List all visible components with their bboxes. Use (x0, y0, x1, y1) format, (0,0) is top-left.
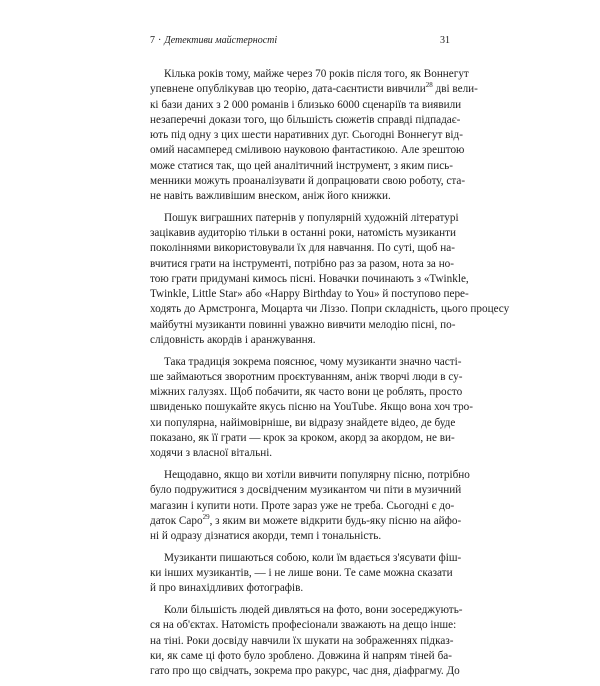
text-line: Коли більшість людей дивляться на фото, вони зосереджують- (164, 604, 463, 617)
text-line: зацікавив аудиторію тільки в останні роки, натомість музиканти (150, 227, 457, 240)
paragraph (150, 551, 462, 597)
text-line: хи популярна, найімовірніше, ви відразу знайдете відео, де буде (150, 416, 456, 429)
text-line: магазин і купити ноти. Проте зараз уже не треба. Сьогодні є до- (150, 499, 455, 512)
text-line: ки інших музикантів, — і не лише вони. Те саме можна сказати (150, 567, 453, 580)
text-line: не навіть важливішим внеском, аніж його книжки. (150, 190, 391, 202)
text-line: на тіні. Роки досвіду навчили їх шукати на зображеннях підказ- (150, 634, 454, 647)
text-line: Нещодавно, якщо ви хотіли вивчити популярну пісню, потрібно (164, 469, 470, 482)
text-line: ходять до Армстронга, Моцарта чи Ліззо. Попри складність, цього процесу (150, 303, 510, 316)
text-line: Twinkle, Little Star» або «Happy Birthday to You» й поступово пере- (150, 288, 469, 301)
text-line: ше займаються зворотним проєктуванням, аніж творчі люди в су- (150, 370, 463, 383)
text-line: Музиканти пишаються собою, коли їм вдається з'ясувати фіш- (164, 551, 462, 564)
text-line: поколіннями використовували їх для навчання. По суті, щоб на- (150, 242, 455, 255)
running-head (150, 34, 450, 48)
text-line: було подружитися з досвідченим музикантом чи піти в музичний (150, 484, 462, 497)
running-head-separator: · (158, 35, 162, 46)
chapter-title: Детективи майстерності (164, 35, 278, 46)
text-line: міжних галузях. Щоб побачити, як часто вони це роблять, просто (150, 386, 463, 399)
text-line: й про винахідливих фотографів. (150, 582, 304, 595)
paragraph (150, 355, 473, 462)
text-fragment: даток Capo (150, 514, 203, 527)
text-line (150, 512, 462, 529)
text-line: може статися так, що цей аналітичний інструмент, з яким пись- (150, 159, 454, 172)
chapter-number: 7 (150, 35, 155, 46)
text-line: Пошук виграшних патернів у популярній художній літературі (164, 211, 459, 224)
text-line: ся на об'єктах. Натомість професіонали зважають на дещо інше: (150, 619, 457, 632)
text-line: ки, як саме ці фото було зроблено. Довжина й напрям тіней ба- (150, 649, 452, 662)
text-line: показано, як її грати — крок за кроком, акорд за акордом, не ви- (150, 431, 455, 444)
text-line: Кілька років тому, майже через 70 років після того, як Воннегут (164, 68, 469, 80)
text-fragment: , з яким ви можете відкрити будь-яку пісню на айфо- (209, 514, 462, 527)
text-line (150, 81, 478, 97)
footnote-marker: 29 (202, 512, 210, 521)
text-line: ходячи з власної вітальні. (150, 447, 273, 460)
text-line: майбутні музиканти повинні уважно вивчити мелодію пісні, по- (150, 318, 456, 331)
paragraph (150, 211, 510, 348)
text-line: гато про що свідчать, зокрема про ракурс, час дня, діафрагму. До (150, 665, 460, 678)
text-line: слідовність акордів і аранжування. (150, 333, 316, 346)
text-line: швиденько пошукайте якусь пісню на YouTube. Якщо вона хоч тро- (150, 401, 473, 414)
text-fragment: упевнене опублікував цю теорію, дата-саєнтисти вивчили (150, 83, 426, 96)
text-line: ють під одну з цих шести наративних дуг. Сьогодні Воннегут від- (150, 129, 463, 141)
text-fragment: дві вели- (432, 83, 478, 96)
text-line: Така традиція зокрема пояснює, чому музиканти значно часті- (164, 355, 462, 368)
body-text (150, 67, 510, 686)
running-head-left (150, 34, 277, 48)
text-line: омий насамперед сміливою науковою фантастикою. Але зрештою (150, 144, 465, 157)
text-line: кі бази даних з 2 000 романів і близько 6000 сценаріїв та виявили (150, 98, 462, 111)
footnote-marker: 28 (425, 81, 433, 90)
text-line: вчитися грати на інструменті, потрібно раз за разом, нота за но- (150, 257, 455, 270)
text-line: менники можуть проаналізувати й допрацювати свою роботу, ста- (150, 174, 466, 187)
page-number: 31 (440, 35, 450, 46)
text-line: ні й одразу дізнатися акорди, темп і тональність. (150, 530, 382, 543)
paragraph (150, 603, 463, 679)
text-line: тою грати придумані кимось пісні. Новачки починають з «Twinkle, (150, 272, 469, 285)
paragraph (150, 67, 478, 204)
text-line: незаперечні докази того, що більшість сюжетів справді підпадає- (150, 113, 461, 126)
paragraph (150, 468, 470, 544)
